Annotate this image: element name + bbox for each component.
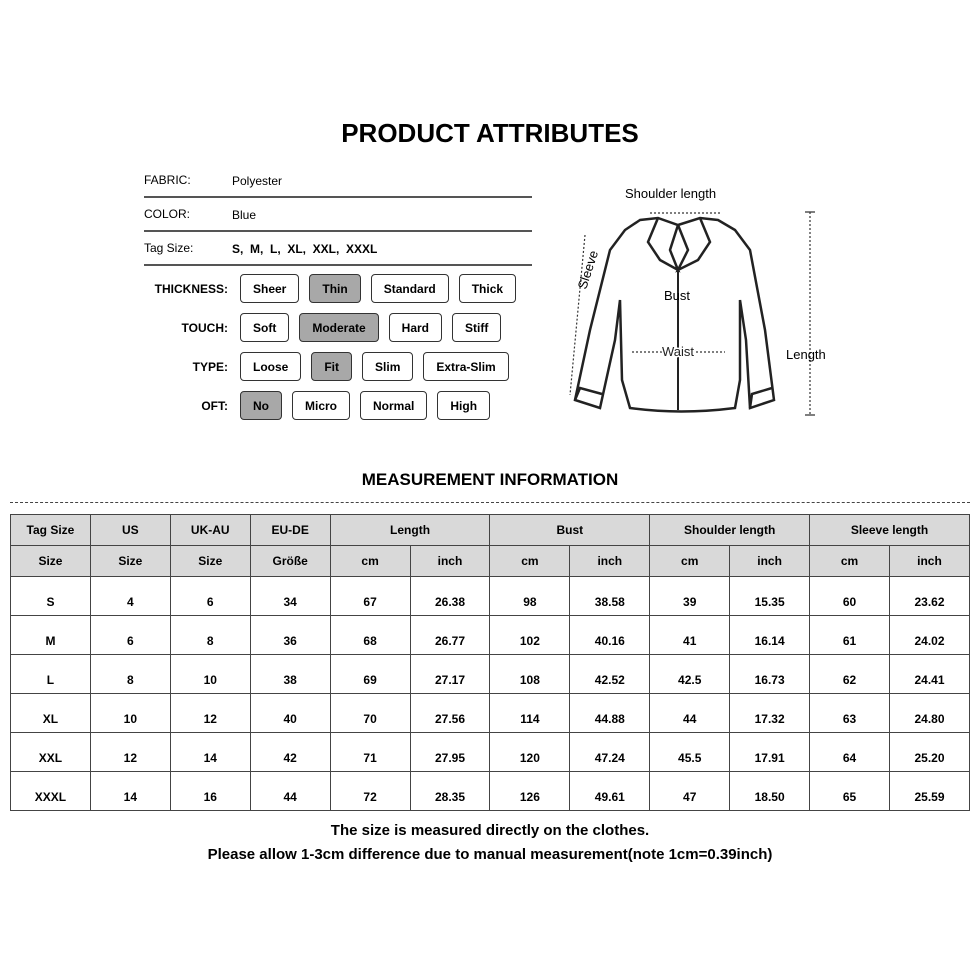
column-header: Shoulder length: [650, 515, 810, 546]
table-cell: 24.41: [889, 655, 969, 694]
table-cell: 40.16: [570, 616, 650, 655]
table-cell: 38: [250, 655, 330, 694]
waist-label: Waist: [662, 344, 695, 359]
table-cell: 44: [250, 772, 330, 811]
table-cell: 38.58: [570, 577, 650, 616]
table-cell: 6: [170, 577, 250, 616]
note-difference: Please allow 1-3cm difference due to manual measurement(note 1cm=0.39inch): [207, 846, 773, 863]
option-label: OFT:: [201, 398, 228, 413]
table-cell: 26.77: [410, 616, 490, 655]
attr-label: Tag Size:: [144, 241, 194, 255]
table-cell: 16: [170, 772, 250, 811]
attr-label: FABRIC:: [144, 173, 191, 187]
option-standard[interactable]: Standard: [371, 274, 449, 303]
table-cell: XXL: [11, 733, 91, 772]
sub-header: cm: [810, 546, 890, 577]
sleeve-label: Sleeve: [574, 248, 602, 291]
table-cell: 16.14: [730, 616, 810, 655]
table-cell: 98: [490, 577, 570, 616]
table-cell: 67: [330, 577, 410, 616]
table-cell: 61: [810, 616, 890, 655]
attr-value: S, M, L, XL, XXL, XXXL: [232, 242, 378, 256]
table-cell: 27.17: [410, 655, 490, 694]
table-cell: 27.95: [410, 733, 490, 772]
attr-value: Blue: [232, 208, 257, 222]
table-cell: 65: [810, 772, 890, 811]
column-header: US: [90, 515, 170, 546]
table-cell: 24.80: [889, 694, 969, 733]
table-cell: 27.56: [410, 694, 490, 733]
jacket-diagram: [560, 180, 850, 425]
table-row: [11, 733, 970, 772]
option-label: TOUCH:: [181, 320, 228, 335]
option-high[interactable]: High: [437, 391, 490, 420]
table-cell: 44: [650, 694, 730, 733]
option-no[interactable]: No: [240, 391, 282, 420]
sub-header: cm: [490, 546, 570, 577]
option-row-oft: [150, 391, 490, 420]
table-cell: 69: [330, 655, 410, 694]
attr-fabric: [144, 164, 532, 198]
table-cell: 64: [810, 733, 890, 772]
table-cell: 8: [90, 655, 170, 694]
table-cell: 70: [330, 694, 410, 733]
table-cell: 72: [330, 772, 410, 811]
table-row: [11, 616, 970, 655]
table-cell: L: [11, 655, 91, 694]
size-table: [10, 514, 970, 811]
note-measured: The size is measured directly on the clothes.: [330, 822, 650, 839]
table-cell: 17.32: [730, 694, 810, 733]
option-sheer[interactable]: Sheer: [240, 274, 299, 303]
table-cell: 15.35: [730, 577, 810, 616]
sub-header: inch: [889, 546, 969, 577]
table-cell: 18.50: [730, 772, 810, 811]
sub-header: Size: [90, 546, 170, 577]
table-cell: 68: [330, 616, 410, 655]
table-cell: 45.5: [650, 733, 730, 772]
column-header: EU-DE: [250, 515, 330, 546]
sub-header: cm: [330, 546, 410, 577]
table-cell: 60: [810, 577, 890, 616]
attr-value: Polyester: [232, 174, 283, 188]
table-cell: 34: [250, 577, 330, 616]
table-cell: 36: [250, 616, 330, 655]
table-cell: 12: [90, 733, 170, 772]
option-fit[interactable]: Fit: [311, 352, 352, 381]
table-cell: 4: [90, 577, 170, 616]
table-cell: 47.24: [570, 733, 650, 772]
column-header: Tag Size: [11, 515, 91, 546]
table-cell: 14: [170, 733, 250, 772]
option-hard[interactable]: Hard: [389, 313, 442, 342]
table-row: [11, 694, 970, 733]
option-micro[interactable]: Micro: [292, 391, 350, 420]
option-thin[interactable]: Thin: [309, 274, 360, 303]
table-cell: 39: [650, 577, 730, 616]
attr-color: [144, 198, 532, 232]
table-cell: 25.20: [889, 733, 969, 772]
table-cell: 26.38: [410, 577, 490, 616]
table-cell: 40: [250, 694, 330, 733]
column-header: Length: [330, 515, 490, 546]
option-label: THICKNESS:: [154, 281, 228, 296]
table-cell: 108: [490, 655, 570, 694]
sub-header: inch: [730, 546, 810, 577]
table-cell: 14: [90, 772, 170, 811]
option-soft[interactable]: Soft: [240, 313, 289, 342]
table-cell: 42.5: [650, 655, 730, 694]
table-cell: 63: [810, 694, 890, 733]
table-cell: 114: [490, 694, 570, 733]
table-cell: 62: [810, 655, 890, 694]
table-cell: 41: [650, 616, 730, 655]
measurement-title: MEASUREMENT INFORMATION: [361, 470, 619, 489]
dashed-divider: [10, 502, 970, 503]
sub-header: cm: [650, 546, 730, 577]
column-header: Sleeve length: [810, 515, 970, 546]
table-cell: 16.73: [730, 655, 810, 694]
option-row-touch: [150, 313, 501, 342]
table-cell: XXXL: [11, 772, 91, 811]
bust-label: Bust: [664, 288, 691, 303]
sub-header: Size: [11, 546, 91, 577]
length-label: Length: [786, 347, 826, 362]
sub-header: Größe: [250, 546, 330, 577]
table-cell: 44.88: [570, 694, 650, 733]
table-cell: 12: [170, 694, 250, 733]
table-cell: 23.62: [889, 577, 969, 616]
table-cell: XL: [11, 694, 91, 733]
table-cell: 47: [650, 772, 730, 811]
table-cell: 17.91: [730, 733, 810, 772]
option-row-thickness: [150, 274, 516, 303]
attr-label: COLOR:: [144, 207, 191, 221]
option-group: [240, 313, 501, 342]
option-group: [240, 391, 490, 420]
table-cell: 42.52: [570, 655, 650, 694]
table-cell: 120: [490, 733, 570, 772]
table-cell: 10: [170, 655, 250, 694]
option-slim[interactable]: Slim: [362, 352, 413, 381]
option-extra-slim[interactable]: Extra-Slim: [423, 352, 508, 381]
column-header: Bust: [490, 515, 650, 546]
shoulder-length-label: Shoulder length: [625, 186, 717, 201]
sub-header: inch: [410, 546, 490, 577]
table-cell: 42: [250, 733, 330, 772]
table-cell: 102: [490, 616, 570, 655]
option-group: [240, 274, 516, 303]
table-row: [11, 772, 970, 811]
table-cell: S: [11, 577, 91, 616]
sub-header: inch: [570, 546, 650, 577]
table-cell: 71: [330, 733, 410, 772]
option-thick[interactable]: Thick: [459, 274, 516, 303]
attr-tag-size: [144, 232, 532, 266]
option-moderate[interactable]: Moderate: [299, 313, 378, 342]
table-cell: 25.59: [889, 772, 969, 811]
table-cell: 6: [90, 616, 170, 655]
table-cell: 10: [90, 694, 170, 733]
table-cell: 28.35: [410, 772, 490, 811]
table-cell: 8: [170, 616, 250, 655]
sub-header: Size: [170, 546, 250, 577]
option-loose[interactable]: Loose: [240, 352, 301, 381]
option-row-type: [150, 352, 509, 381]
option-normal[interactable]: Normal: [360, 391, 427, 420]
table-row: [11, 577, 970, 616]
option-stiff[interactable]: Stiff: [452, 313, 501, 342]
column-header: UK-AU: [170, 515, 250, 546]
option-group: [240, 352, 509, 381]
page-title: PRODUCT ATTRIBUTES: [341, 118, 639, 148]
table-cell: 126: [490, 772, 570, 811]
table-row: [11, 655, 970, 694]
table-cell: 24.02: [889, 616, 969, 655]
option-label: TYPE:: [192, 359, 228, 374]
table-cell: M: [11, 616, 91, 655]
table-cell: 49.61: [570, 772, 650, 811]
